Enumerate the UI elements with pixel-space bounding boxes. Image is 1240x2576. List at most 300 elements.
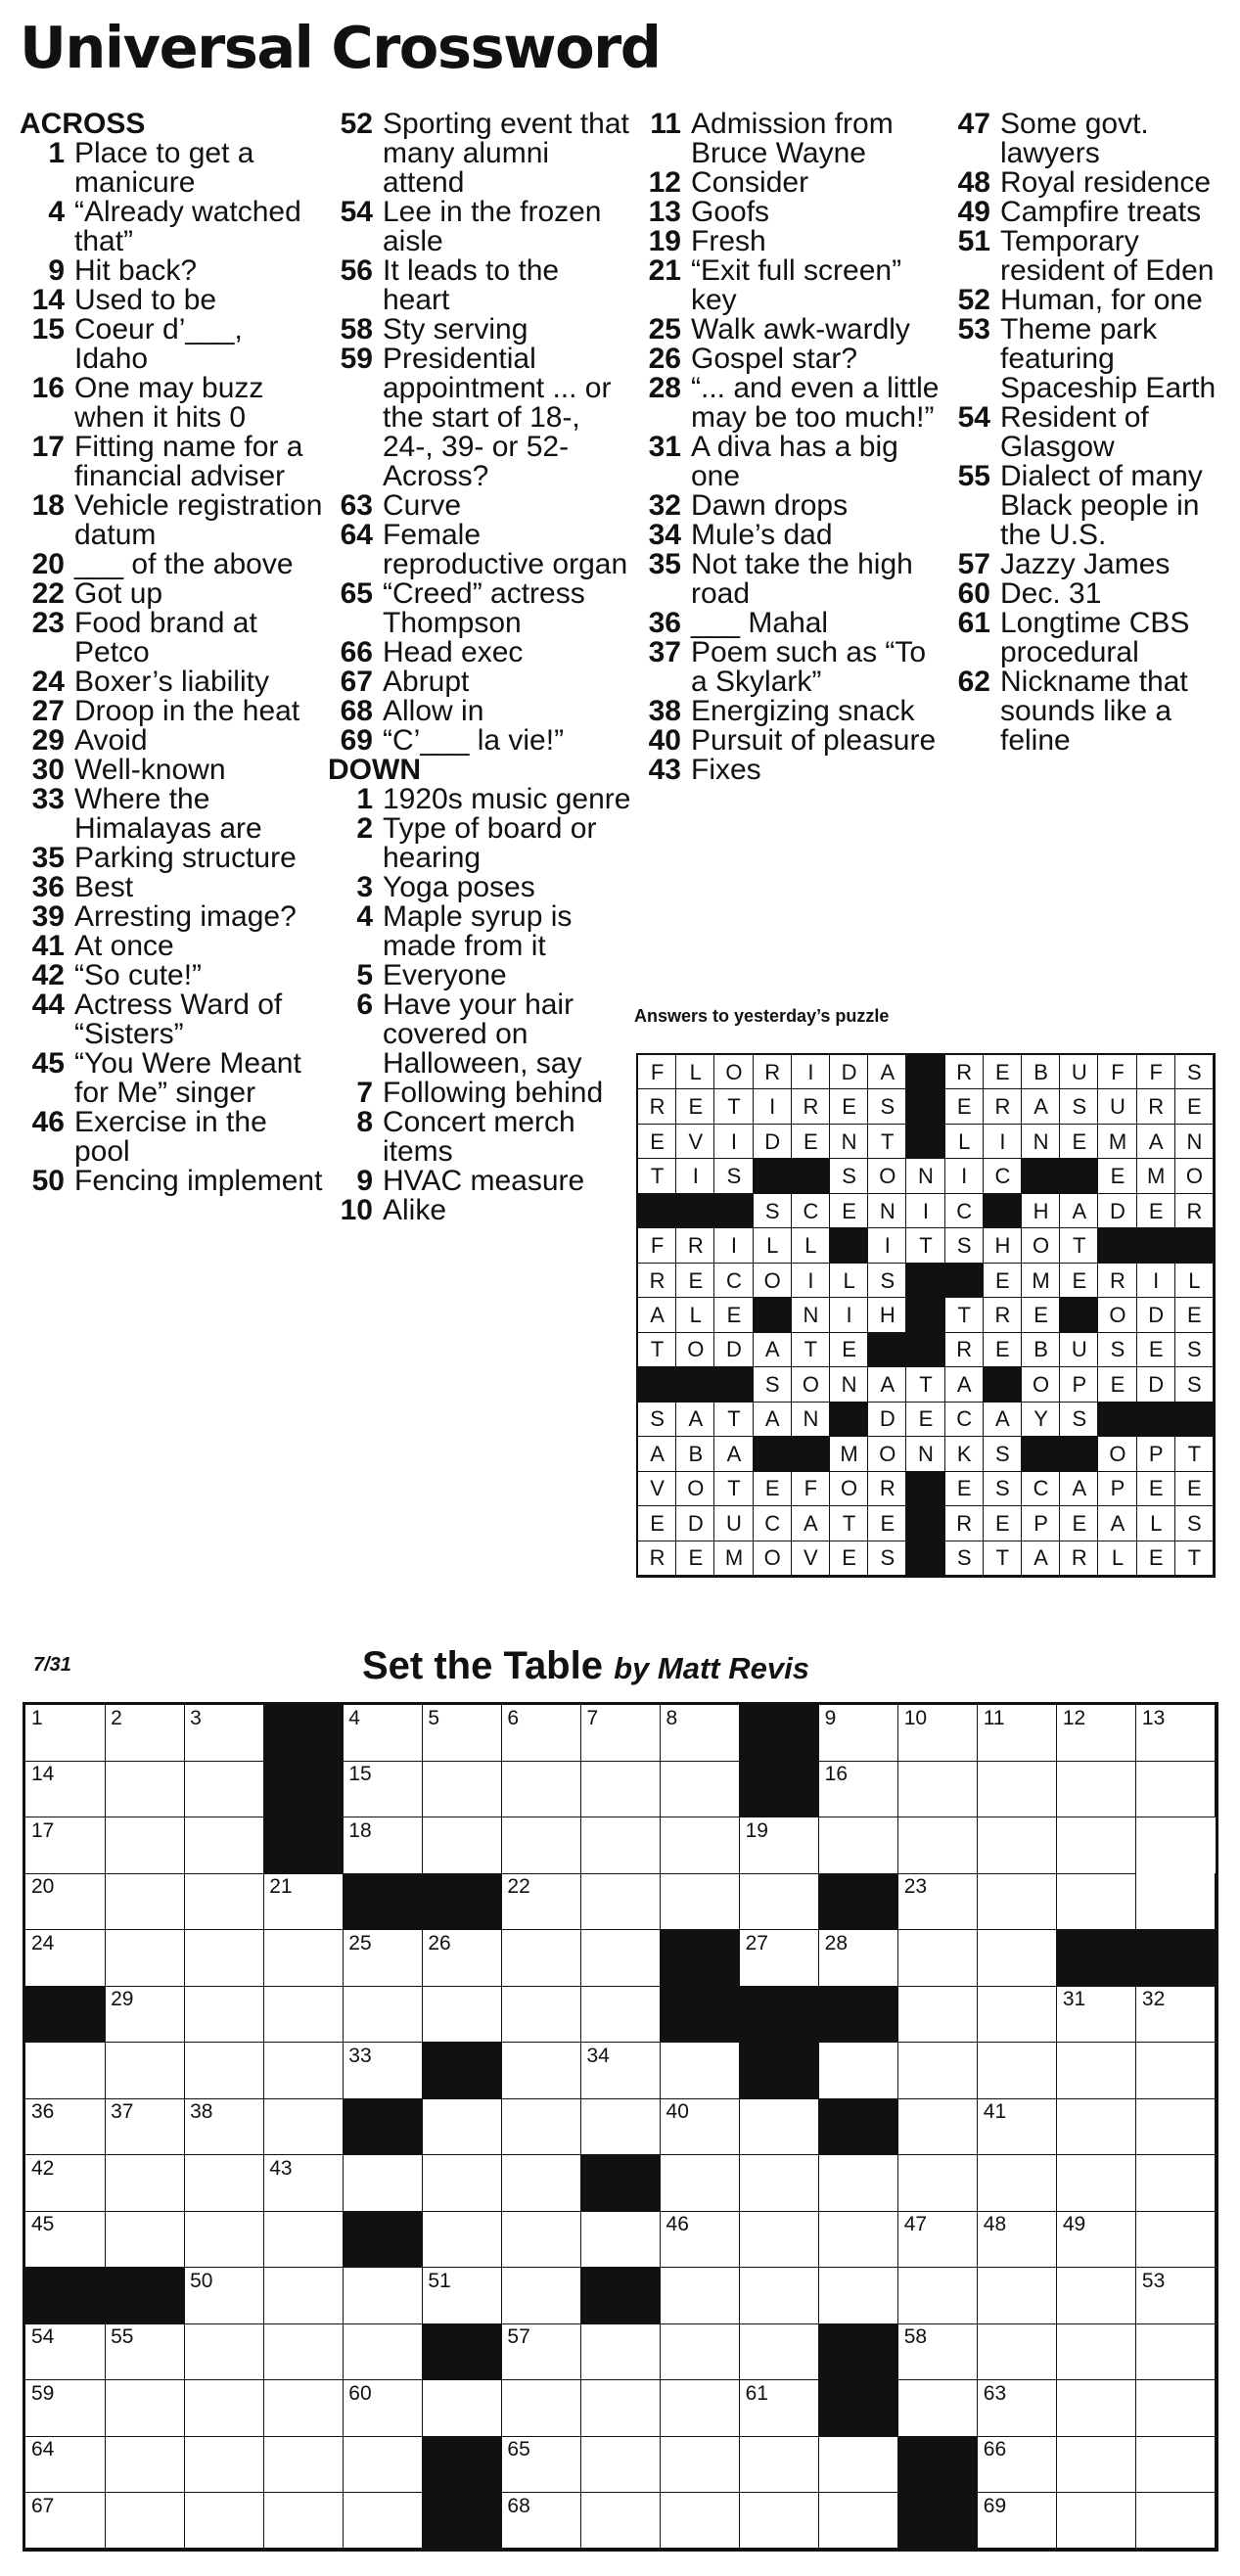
grid-cell[interactable] [343, 2380, 423, 2437]
grid-cell[interactable] [580, 1873, 661, 1930]
grid-cell[interactable] [25, 1873, 106, 1930]
grid-cell[interactable] [25, 2211, 106, 2268]
grid-cell[interactable] [25, 2436, 106, 2493]
grid-cell[interactable] [343, 2043, 423, 2099]
grid-cell[interactable] [1136, 2268, 1217, 2324]
answer-cell: E [945, 1089, 984, 1124]
down-clue-28[interactable] [636, 374, 940, 433]
across-clue-23[interactable] [20, 609, 323, 667]
grid-cell[interactable] [819, 2211, 899, 2268]
across-clue-42[interactable] [20, 961, 323, 990]
grid-cell[interactable] [661, 2155, 741, 2212]
down-clue-37[interactable] [636, 638, 940, 697]
grid-cell[interactable] [740, 2436, 820, 2493]
across-clue-30[interactable] [20, 756, 323, 785]
grid-cell[interactable] [740, 2211, 820, 2268]
answer-cell: F [638, 1228, 676, 1263]
grid-cell[interactable] [343, 1817, 423, 1874]
grid-cell[interactable] [501, 2436, 581, 2493]
grid-cell[interactable] [580, 2043, 661, 2099]
down-clue-53[interactable] [945, 315, 1229, 403]
grid-cell[interactable] [898, 1930, 979, 1987]
across-clue-20[interactable] [20, 550, 323, 579]
across-clue-9[interactable] [20, 256, 323, 286]
puzzle-name: Set the Table [362, 1644, 603, 1687]
down-clue-52[interactable] [945, 286, 1229, 315]
grid-cell[interactable] [1136, 1761, 1217, 1817]
grid-cell[interactable] [184, 1817, 264, 1874]
across-clue-24[interactable] [20, 667, 323, 697]
grid-cell[interactable] [1057, 1817, 1137, 1874]
grid-cell[interactable] [978, 2380, 1058, 2437]
across-clue-29[interactable] [20, 726, 323, 756]
answer-cell: O [676, 1333, 714, 1367]
grid-cell[interactable] [501, 2043, 581, 2099]
grid-cell[interactable] [501, 1873, 581, 1930]
grid-cell[interactable] [580, 1761, 661, 1817]
across-clue-69[interactable] [328, 726, 631, 756]
grid-cell[interactable] [501, 2493, 581, 2550]
down-clue-10[interactable] [328, 1196, 631, 1225]
across-clue-27[interactable] [20, 697, 323, 726]
grid-cell[interactable] [819, 1817, 899, 1874]
grid-cell[interactable] [1136, 2380, 1217, 2437]
down-clue-21[interactable] [636, 256, 940, 315]
grid-cell[interactable] [422, 2098, 502, 2155]
grid-cell[interactable] [263, 2268, 344, 2324]
grid-cell[interactable] [263, 2211, 344, 2268]
grid-cell[interactable] [343, 2268, 423, 2324]
grid-cell[interactable] [263, 2493, 344, 2550]
down-clue-34[interactable] [636, 521, 940, 550]
grid-cell[interactable] [580, 2211, 661, 2268]
grid-cell[interactable] [1057, 2436, 1137, 2493]
down-clue-13[interactable] [636, 198, 940, 227]
grid-cell[interactable] [25, 1930, 106, 1987]
grid-cell[interactable] [501, 1930, 581, 1987]
down-clue-40[interactable] [636, 726, 940, 756]
grid-cell[interactable] [501, 2098, 581, 2155]
across-clue-63[interactable] [328, 491, 631, 521]
down-clue-54[interactable] [945, 403, 1229, 462]
grid-cell[interactable] [25, 2155, 106, 2212]
across-clue-58[interactable] [328, 315, 631, 345]
grid-cell[interactable] [1057, 2043, 1137, 2099]
grid-cell[interactable] [898, 1761, 979, 1817]
grid-cell[interactable] [580, 2436, 661, 2493]
down-clue-36[interactable] [636, 609, 940, 638]
grid-cell[interactable] [422, 1930, 502, 1987]
grid-cell[interactable] [580, 1930, 661, 1987]
across-clue-33[interactable] [20, 785, 323, 844]
across-clue-50[interactable] [20, 1167, 323, 1196]
grid-cell[interactable] [740, 2268, 820, 2324]
down-clue-25[interactable] [636, 315, 940, 345]
grid-cell[interactable] [740, 2380, 820, 2437]
grid-cell[interactable] [661, 1705, 741, 1762]
grid-cell[interactable] [978, 2155, 1058, 2212]
grid-cell[interactable] [105, 2043, 185, 2099]
down-clue-2[interactable] [328, 814, 631, 873]
grid-cell[interactable] [740, 2493, 820, 2550]
across-clue-17[interactable] [20, 433, 323, 491]
grid-cell[interactable] [1136, 2323, 1217, 2380]
across-clue-54[interactable] [328, 198, 631, 256]
down-clue-38[interactable] [636, 697, 940, 726]
crossword-grid[interactable] [23, 1702, 1218, 2552]
grid-cell[interactable] [978, 1930, 1058, 1987]
grid-cell[interactable] [661, 2098, 741, 2155]
across-clue-65[interactable] [328, 579, 631, 638]
clue-text: ___ Mahal [691, 607, 829, 639]
grid-cell[interactable] [1057, 1986, 1137, 2043]
answer-cell: E [1098, 1367, 1136, 1402]
down-clue-26[interactable] [636, 345, 940, 374]
grid-cell[interactable] [263, 2155, 344, 2212]
across-clue-44[interactable] [20, 990, 323, 1049]
grid-cell[interactable] [978, 2211, 1058, 2268]
across-clue-56[interactable] [328, 256, 631, 315]
grid-cell[interactable] [422, 2155, 502, 2212]
grid-cell[interactable] [184, 2323, 264, 2380]
grid-cell[interactable] [263, 1986, 344, 2043]
grid-cell[interactable] [184, 2436, 264, 2493]
grid-cell[interactable] [898, 1705, 979, 1762]
grid-cell[interactable] [422, 1986, 502, 2043]
answer-cell: O [714, 1055, 753, 1089]
grid-cell[interactable] [1057, 1873, 1137, 1930]
grid-cell[interactable] [740, 2323, 820, 2380]
grid-cell[interactable] [819, 1705, 899, 1762]
grid-cell[interactable] [25, 2323, 106, 2380]
down-clue-31[interactable] [636, 433, 940, 491]
down-clue-32[interactable] [636, 491, 940, 521]
grid-cell[interactable] [978, 2268, 1058, 2324]
across-clue-14[interactable] [20, 286, 323, 315]
down-clue-62[interactable] [945, 667, 1229, 756]
grid-cell[interactable] [978, 2493, 1058, 2550]
down-clue-47[interactable] [945, 110, 1229, 168]
across-clue-16[interactable] [20, 374, 323, 433]
grid-cell[interactable] [422, 1705, 502, 1762]
down-clue-19[interactable] [636, 227, 940, 256]
grid-cell[interactable] [1136, 2098, 1217, 2155]
grid-cell[interactable] [740, 1930, 820, 1987]
grid-cell[interactable] [25, 1761, 106, 1817]
grid-cell[interactable] [661, 2436, 741, 2493]
grid-cell[interactable] [501, 1705, 581, 1762]
across-clue-36[interactable] [20, 873, 323, 902]
answer-cell: O [792, 1367, 830, 1402]
grid-cell[interactable] [1057, 2098, 1137, 2155]
grid-cell[interactable] [1136, 2155, 1217, 2212]
down-clue-7[interactable] [328, 1079, 631, 1108]
grid-cell[interactable] [105, 2155, 185, 2212]
grid-cell[interactable] [898, 2268, 979, 2324]
grid-cell[interactable] [501, 2268, 581, 2324]
grid-cell[interactable] [343, 2155, 423, 2212]
grid-cell[interactable] [1057, 1705, 1137, 1762]
answer-cell: T [714, 1472, 753, 1506]
grid-cell[interactable] [343, 1930, 423, 1987]
grid-cell[interactable] [580, 2493, 661, 2550]
grid-cell[interactable] [25, 2380, 106, 2437]
grid-cell[interactable] [661, 2493, 741, 2550]
clue-column-3 [636, 110, 940, 785]
grid-cell[interactable] [978, 2436, 1058, 2493]
across-clue-64[interactable] [328, 521, 631, 579]
grid-cell[interactable] [343, 1761, 423, 1817]
clue-number: 19 [648, 225, 681, 257]
grid-cell[interactable] [343, 2323, 423, 2380]
across-clue-1[interactable] [20, 139, 323, 198]
grid-cell[interactable] [819, 2493, 899, 2550]
grid-cell[interactable] [978, 2323, 1058, 2380]
down-clue-3[interactable] [328, 873, 631, 902]
grid-cell[interactable] [978, 1873, 1058, 1930]
across-clue-45[interactable] [20, 1049, 323, 1108]
grid-cell[interactable] [580, 2380, 661, 2437]
grid-cell[interactable] [263, 2098, 344, 2155]
grid-cell[interactable] [580, 1705, 661, 1762]
grid-cell[interactable] [580, 2323, 661, 2380]
across-clue-18[interactable] [20, 491, 323, 550]
down-clue-6[interactable] [328, 990, 631, 1079]
grid-cell[interactable] [819, 2155, 899, 2212]
clue-number: 29 [31, 724, 65, 757]
across-clue-22[interactable] [20, 579, 323, 609]
clue-text: Walk awk-wardly [691, 313, 910, 345]
grid-cell[interactable] [501, 2155, 581, 2212]
grid-cell[interactable] [105, 1873, 185, 1930]
grid-cell[interactable] [105, 2323, 185, 2380]
answer-cell: O [830, 1472, 868, 1506]
down-clue-1[interactable] [328, 785, 631, 814]
grid-cell[interactable] [898, 2380, 979, 2437]
answer-cell: E [638, 1125, 676, 1159]
grid-cell[interactable] [1057, 2211, 1137, 2268]
down-clue-11[interactable] [636, 110, 940, 168]
cell-number: 29 [111, 1988, 134, 2011]
clue-text: Actress Ward of “Sisters” [74, 989, 283, 1050]
grid-cell[interactable] [343, 2493, 423, 2550]
grid-cell[interactable] [898, 2155, 979, 2212]
down-clue-48[interactable] [945, 168, 1229, 198]
grid-cell[interactable] [263, 2323, 344, 2380]
across-clue-35[interactable] [20, 844, 323, 873]
grid-cell[interactable] [25, 1705, 106, 1762]
grid-cell[interactable] [898, 2043, 979, 2099]
grid-cell[interactable] [819, 2043, 899, 2099]
clue-text: “Exit full screen” key [691, 254, 902, 316]
grid-cell[interactable] [661, 2380, 741, 2437]
grid-cell[interactable] [580, 1986, 661, 2043]
cell-number: 14 [31, 1763, 55, 1786]
grid-cell[interactable] [105, 2380, 185, 2437]
grid-cell[interactable] [1057, 2323, 1137, 2380]
grid-cell[interactable] [105, 1817, 185, 1874]
grid-cell[interactable] [978, 1705, 1058, 1762]
grid-cell[interactable] [1057, 2493, 1137, 2550]
grid-cell[interactable] [184, 1761, 264, 1817]
clue-number: 23 [31, 607, 65, 639]
answer-cell: V [638, 1472, 676, 1506]
grid-cell[interactable] [661, 2268, 741, 2324]
grid-cell[interactable] [1136, 1986, 1217, 2043]
grid-cell[interactable] [819, 2268, 899, 2324]
grid-cell[interactable] [740, 1817, 820, 1874]
down-clue-5[interactable] [328, 961, 631, 990]
grid-cell[interactable] [740, 1873, 820, 1930]
down-clue-12[interactable] [636, 168, 940, 198]
grid-cell[interactable] [580, 2098, 661, 2155]
cell-number: 63 [983, 2381, 1007, 2405]
grid-cell[interactable] [978, 2098, 1058, 2155]
across-clue-59[interactable] [328, 345, 631, 491]
across-clue-67[interactable] [328, 667, 631, 697]
grid-cell[interactable] [105, 1761, 185, 1817]
grid-cell[interactable] [740, 2155, 820, 2212]
grid-cell[interactable] [25, 2098, 106, 2155]
across-clue-52[interactable] [328, 110, 631, 198]
grid-cell[interactable] [105, 2211, 185, 2268]
grid-cell[interactable] [501, 1817, 581, 1874]
answer-cell: E [868, 1506, 906, 1541]
across-clue-66[interactable] [328, 638, 631, 667]
down-clue-9[interactable] [328, 1167, 631, 1196]
across-clue-4[interactable] [20, 198, 323, 256]
grid-cell[interactable] [105, 1930, 185, 1987]
grid-cell[interactable] [501, 2211, 581, 2268]
grid-cell[interactable] [25, 1817, 106, 1874]
grid-cell[interactable] [263, 2436, 344, 2493]
grid-cell[interactable] [978, 1761, 1058, 1817]
grid-cell[interactable] [184, 2211, 264, 2268]
grid-cell[interactable] [184, 2098, 264, 2155]
grid-cell[interactable] [184, 2043, 264, 2099]
grid-cell[interactable] [819, 2436, 899, 2493]
grid-cell[interactable] [898, 1873, 979, 1930]
grid-cell[interactable] [184, 1873, 264, 1930]
grid-cell[interactable] [1057, 1761, 1137, 1817]
grid-cell[interactable] [184, 2493, 264, 2550]
grid-cell[interactable] [184, 1705, 264, 1762]
grid-cell[interactable] [184, 1930, 264, 1987]
grid-cell[interactable] [422, 2211, 502, 2268]
grid-cell[interactable] [422, 1817, 502, 1874]
grid-cell[interactable] [978, 1817, 1058, 1874]
grid-cell[interactable] [661, 2211, 741, 2268]
grid-cell[interactable] [184, 1986, 264, 2043]
grid-cell[interactable] [1057, 2380, 1137, 2437]
down-clue-43[interactable] [636, 756, 940, 785]
grid-cell[interactable] [263, 1873, 344, 1930]
grid-cell[interactable] [25, 2493, 106, 2550]
grid-cell[interactable] [580, 1817, 661, 1874]
down-clue-57[interactable] [945, 550, 1229, 579]
grid-cell[interactable] [661, 1761, 741, 1817]
grid-cell[interactable] [105, 2098, 185, 2155]
across-clue-68[interactable] [328, 697, 631, 726]
down-clue-49[interactable] [945, 198, 1229, 227]
grid-cell[interactable] [422, 1761, 502, 1817]
down-clue-35[interactable] [636, 550, 940, 609]
grid-cell[interactable] [661, 2323, 741, 2380]
across-clue-39[interactable] [20, 902, 323, 932]
grid-cell[interactable] [184, 2380, 264, 2437]
answer-block [1175, 1403, 1214, 1437]
across-clue-15[interactable] [20, 315, 323, 374]
grid-cell[interactable] [978, 2043, 1058, 2099]
grid-cell[interactable] [184, 2268, 264, 2324]
grid-cell[interactable] [1057, 2268, 1137, 2324]
grid-cell[interactable] [105, 1986, 185, 2043]
answer-cell: I [676, 1159, 714, 1193]
clue-text: Not take the high road [691, 548, 913, 610]
grid-cell[interactable] [422, 2268, 502, 2324]
grid-cell[interactable] [501, 1761, 581, 1817]
grid-cell[interactable] [1136, 2043, 1217, 2099]
grid-cell[interactable] [898, 2323, 979, 2380]
grid-cell[interactable] [184, 2155, 264, 2212]
grid-cell[interactable] [819, 1930, 899, 1987]
grid-cell[interactable] [263, 2380, 344, 2437]
grid-cell[interactable] [105, 2436, 185, 2493]
grid-cell[interactable] [819, 1761, 899, 1817]
clue-number: 3 [356, 871, 373, 903]
grid-cell[interactable] [898, 1986, 979, 2043]
grid-cell[interactable] [343, 1705, 423, 1762]
grid-cell[interactable] [105, 1705, 185, 1762]
grid-cell[interactable] [343, 1986, 423, 2043]
grid-cell[interactable] [501, 1986, 581, 2043]
grid-cell[interactable] [661, 2043, 741, 2099]
across-clue-46[interactable] [20, 1108, 323, 1167]
grid-cell[interactable] [898, 2211, 979, 2268]
down-clue-55[interactable] [945, 462, 1229, 550]
down-clue-8[interactable] [328, 1108, 631, 1167]
down-clue-60[interactable] [945, 579, 1229, 609]
grid-cell[interactable] [263, 2043, 344, 2099]
grid-cell[interactable] [25, 2043, 106, 2099]
grid-cell[interactable] [343, 2436, 423, 2493]
grid-cell[interactable] [898, 1817, 979, 1874]
grid-cell[interactable] [1136, 2493, 1217, 2550]
answer-cell: O [1022, 1367, 1060, 1402]
grid-cell[interactable] [1136, 1873, 1217, 1930]
grid-cell[interactable] [661, 1817, 741, 1874]
grid-cell[interactable] [898, 2098, 979, 2155]
grid-cell[interactable] [740, 2098, 820, 2155]
grid-cell[interactable] [1136, 1705, 1217, 1762]
grid-cell[interactable] [1057, 2155, 1137, 2212]
down-clue-51[interactable] [945, 227, 1229, 286]
grid-cell[interactable] [105, 2493, 185, 2550]
grid-cell[interactable] [978, 1986, 1058, 2043]
grid-cell[interactable] [1136, 2436, 1217, 2493]
grid-cell[interactable] [263, 1930, 344, 1987]
grid-cell[interactable] [501, 2380, 581, 2437]
answer-cell: L [945, 1125, 984, 1159]
down-clue-61[interactable] [945, 609, 1229, 667]
grid-cell[interactable] [661, 1873, 741, 1930]
clue-number: 52 [957, 284, 990, 316]
grid-cell[interactable] [422, 2380, 502, 2437]
grid-cell[interactable] [1136, 2211, 1217, 2268]
grid-cell[interactable] [501, 2323, 581, 2380]
down-clue-4[interactable] [328, 902, 631, 961]
across-clue-41[interactable] [20, 932, 323, 961]
